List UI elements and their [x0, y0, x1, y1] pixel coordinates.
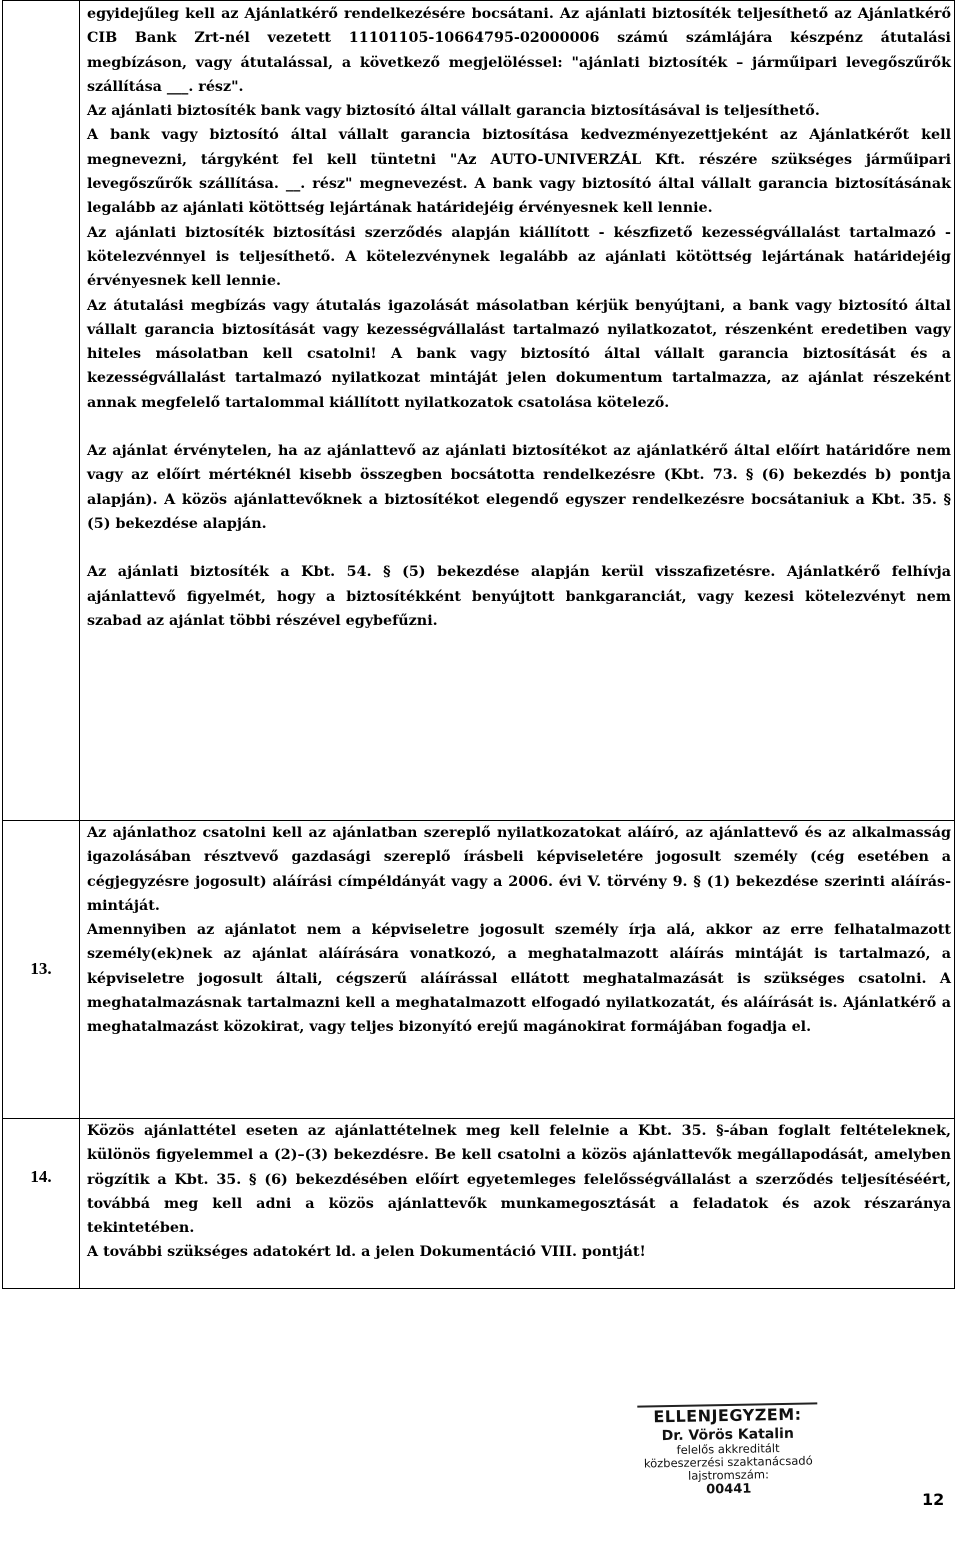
stamp-line: lajstromszám: — [687, 1467, 770, 1483]
paragraph: Az ajánlati biztosíték bank vagy biztosító által vállalt garancia biztosításával is teljesíthető. — [87, 103, 820, 120]
paragraph: Az ajánlati biztosíték biztosítási szerződés alapján kiállított - készfizető kezességvállalást tartalmazó - kötelezvénnyel is teljesíthető. A kötelezvénynek legalább az ajánlati kötöttség lejártának határidejéig érvényesnek kell lennie. — [87, 224, 951, 290]
column-divider — [79, 1, 80, 1288]
row-content — [87, 2, 951, 633]
stamp-title: ELLENJEGYZEM: — [637, 1402, 817, 1426]
paragraph: Az ajánlathoz csatolni kell az ajánlatban szereplő nyilatkozatokat aláíró, az ajánlattevő és az alkalmasság igazolásában résztvevő gazdasági szereplő írásbeli képviseletére jogosult személy (cég esetében a cégjegyzésre jogosult) aláírási címpéldányát vagy a 2006. évi V. törvény 9. § (1) bekezdése szerinti aláírás-mintáját. — [87, 825, 951, 914]
row-content — [87, 821, 951, 1040]
paragraph: A további szükséges adatokért ld. a jelen Dokumentáció VIII. pontját! — [87, 1244, 646, 1261]
stamp-line: felelős akkreditált — [676, 1441, 780, 1457]
row-content — [87, 1119, 951, 1265]
paragraph: A bank vagy biztosító által vállalt garancia biztosítása kedvezményezettjeként az Ajánlatkérőt kell megnevezni, tárgyként fel kell tüntetni "Az AUTO-UNIVERZÁL Kft. részére szükséges járműipari levegőszűrők szállítása. __. rész" megnevezést. A bank vagy biztosító által vállalt garancia biztosításának legalább az ajánlati kötöttség lejártának határidejéig érvényesnek kell lennie. — [87, 127, 951, 217]
paragraph: Az átutalási megbízás vagy átutalás igazolását másolatban kérjük benyújtani, a bank vagy biztosító által vállalt garancia biztosítását vagy kezességvállalást tartalmazó nyilatkozatot, részenként eredetiben vagy hiteles másolatban kell csatolni! A bank vagy biztosító által vállalt garancia biztosítását és a kezességvállalást tartalmazó nyilatkozat mintáját jelen dokumentum tartalmazza, az ajánlat részeként annak megfelelő tartalommal kiállított nyilatkozatok csatolása kötelező. — [87, 297, 951, 411]
paragraph: Közös ajánlattétel eseten az ajánlattételnek meg kell felelnie a Kbt. 35. §-ában foglalt feltételeknek, különös figyelemmel a (2)–(3) bekezdésre. Be kell csatolni a közös ajánlattevők megállapodását, amelyben rögzítik a Kbt. 35. § (6) bekezdésében előírt egyetemleges felelősségvállalást a szerződés teljesítéséért, továbbá meg kell adni a közös ajánlattevők munkamegosztását a feladatok és azok részaránya tekintetében. — [87, 1123, 951, 1237]
stamp-register-number: 00441 — [706, 1481, 752, 1498]
document-table — [2, 0, 955, 1289]
stamp-name: Dr. Vörös Katalin — [661, 1425, 795, 1445]
stamp-line: közbeszerzési szaktanácsadó — [643, 1453, 813, 1471]
paragraph: Az ajánlat érvénytelen, ha az ajánlattevő az ajánlati biztosítékot az ajánlatkérő által előírt határidőre nem vagy az előírt mértéknél kisebb összegben bocsátotta rendelkezésre (Kbt. 73. § (6) bekezdés b) pontja alapján). A közös ajánlattevőknek a biztosítékot elegendő egyszer rendelkezésre bocsátaniuk a Kbt. 35. § (5) bekezdése alapján. — [87, 443, 951, 532]
paragraph: Az ajánlati biztosíték a Kbt. 54. § (5) bekezdése alapján kerül visszafizetésre. Ajánlatkérő felhívja ajánlattevő figyelmét, hogy a biztosítékként benyújtott bankgaranciát, vagy kezesi kötelezvényt nem szabad az ajánlat többi részével egybefűzni. — [87, 564, 951, 629]
row-number: 13. — [30, 959, 52, 978]
approval-stamp — [631, 1402, 824, 1498]
paragraph: Amennyiben az ajánlatot nem a képviseletre jogosult személy írja alá, akkor az erre felhatalmazott személy(ek)nek az ajánlat aláírására vonatkozó, a meghatalmazott aláírás mintáját is tartalmazó, a képviseletre jogosult általi, cégszerű aláírással ellátott meghatalmazását is szükséges csatolni. A meghatalmazásnak tartalmazni kell a meghatalmazott elfogadó nyilatkozatát, és aláírását is. Ajánlatkérő a meghatalmazást közokirat, vagy teljes bizonyító erejű magánokirat formájában fogadja el. — [87, 922, 951, 1036]
page-number: 12 — [922, 1490, 945, 1509]
paragraph: egyidejűleg kell az Ajánlatkérő rendelkezésére bocsátani. Az ajánlati biztosíték teljesíthető az Ajánlatkérő CIB Bank Zrt-nél vezetett 11101105-10664795-02000006 számú számlájára készpénz átutalási megbízáson, vagy átutalással, a következő megjelöléssel: "ajánlati biztosíték – járműipari levegőszűrők szállítása ___. rész". — [87, 6, 951, 95]
row-number: 14. — [30, 1167, 52, 1186]
